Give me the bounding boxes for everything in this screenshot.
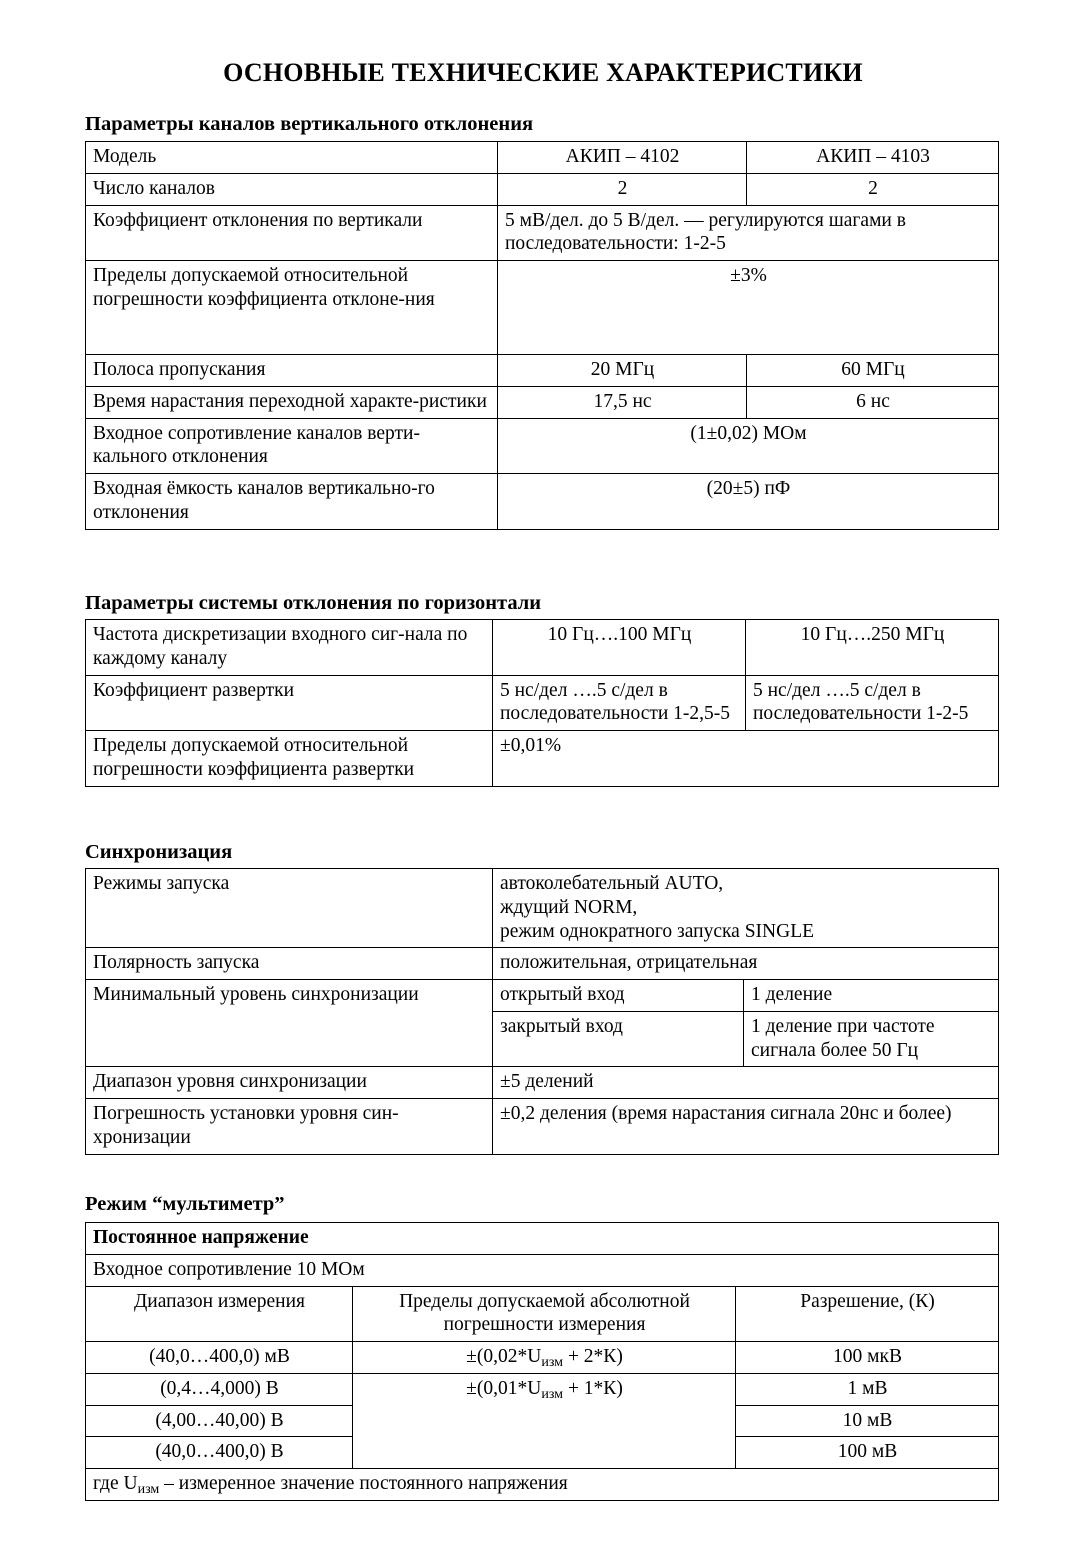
- cell-level-accuracy-label: Погрешность установки уровня син-хронизации: [86, 1099, 493, 1155]
- accuracy-rest-subscript: изм: [541, 1385, 564, 1402]
- cell-level-range-value: ±5 делений: [493, 1067, 999, 1099]
- column-header-accuracy: Пределы допускаемой абсолютной погрешности измерения: [353, 1286, 736, 1342]
- cell-range-3: (40,0…400,0) В: [86, 1437, 353, 1469]
- cell-multimeter-input-impedance: Входное сопротивление 10 МОм: [86, 1254, 999, 1286]
- table-row: [86, 948, 999, 980]
- cell-multimeter-footnote: [86, 1469, 999, 1501]
- cell-sweep-error-label: Пределы допускаемой относительной погрешности коэффициента развертки: [86, 731, 493, 787]
- table-row: [86, 1373, 999, 1405]
- accuracy-rest-suffix: + 1*К): [563, 1377, 623, 1399]
- cell-min-level-label: Минимальный уровень синхронизации: [86, 980, 493, 1067]
- table-row: [86, 1099, 999, 1155]
- cell-sampling-rate-label: Частота дискретизации входного сиг-нала по каждому каналу: [86, 620, 493, 676]
- cell-bandwidth-label: Полоса пропускания: [86, 355, 498, 387]
- column-header-resolution: Разрешение, (К): [736, 1286, 999, 1342]
- trigger-mode-auto: автоколебательный AUTO,: [500, 873, 724, 894]
- cell-deflection-coefficient-label: Коэффициент отклонения по вертикали: [86, 205, 498, 261]
- table-row: [86, 620, 999, 676]
- table-multimeter: [85, 1222, 999, 1501]
- table-row: [86, 1469, 999, 1501]
- cell-min-level-closed-input: закрытый вход: [493, 1011, 744, 1067]
- table-row: [86, 980, 999, 1012]
- cell-model-akip4103: АКИП – 4103: [747, 142, 999, 174]
- section-heading-horizontal: Параметры системы отклонения по горизонтали: [85, 592, 542, 614]
- cell-input-capacitance-value: (20±5) пФ: [498, 474, 999, 530]
- cell-channels-label: Число каналов: [86, 173, 498, 205]
- cell-trigger-polarity-value: положительная, отрицательная: [493, 948, 999, 980]
- table-row: [86, 386, 999, 418]
- table-row: [86, 261, 999, 355]
- section-heading-vertical: Параметры каналов вертикального отклонения: [85, 113, 534, 135]
- table-row: [86, 355, 999, 387]
- table-row: [86, 1254, 999, 1286]
- cell-sweep-error-value: ±0,01%: [493, 731, 999, 787]
- table-horizontal-parameters: [85, 619, 999, 787]
- cell-accuracy-rest: [353, 1373, 736, 1468]
- cell-level-accuracy-value: ±0,2 деления (время нарастания сигнала 20нс и более): [493, 1099, 999, 1155]
- cell-min-level-open-input-value: 1 деление: [744, 980, 999, 1012]
- table-row: [86, 205, 999, 261]
- page-title: ОСНОВНЫЕ ТЕХНИЧЕСКИЕ ХАРАКТЕРИСТИКИ: [223, 58, 863, 87]
- cell-range-0: (40,0…400,0) мВ: [86, 1342, 353, 1374]
- accuracy-first-prefix: ±(0,02*U: [466, 1346, 542, 1368]
- cell-level-range-label: Диапазон уровня синхронизации: [86, 1067, 493, 1099]
- cell-rise-time-akip4102: 17,5 нс: [498, 386, 747, 418]
- cell-range-1: (0,4…4,000) В: [86, 1373, 353, 1405]
- footnote-suffix: – измеренное значение постоянного напряжения: [159, 1473, 568, 1495]
- table-row: [86, 731, 999, 787]
- cell-resolution-0: 100 мкВ: [736, 1342, 999, 1374]
- section-heading-sync: Синхронизация: [85, 841, 233, 863]
- table-row: [86, 1067, 999, 1099]
- table-row: [86, 173, 999, 205]
- table-row: [86, 1342, 999, 1374]
- cell-sweep-coefficient-akip4102: 5 нс/дел ….5 с/дел в последовательности 1-2,5-5: [493, 675, 746, 731]
- cell-deflection-error-value: ±3%: [498, 261, 999, 355]
- accuracy-first-subscript: изм: [541, 1354, 564, 1371]
- table-synchronization: [85, 868, 999, 1155]
- cell-channels-akip4102: 2: [498, 173, 747, 205]
- section-heading-multimeter: Режим “мультиметр”: [85, 1193, 285, 1215]
- table-row: [86, 474, 999, 530]
- cell-bandwidth-akip4103: 60 МГц: [747, 355, 999, 387]
- table-row: [86, 1223, 999, 1255]
- cell-trigger-modes-label: Режимы запуска: [86, 869, 493, 948]
- cell-range-2: (4,00…40,00) В: [86, 1405, 353, 1437]
- cell-input-impedance-value: (1±0,02) МОм: [498, 418, 999, 474]
- table-row: [86, 142, 999, 174]
- footnote-subscript: изм: [137, 1481, 160, 1498]
- cell-trigger-modes-value: [493, 869, 999, 948]
- cell-sampling-rate-akip4103: 10 Гц….250 МГц: [746, 620, 999, 676]
- cell-multimeter-subtitle: Постоянное напряжение: [86, 1223, 999, 1255]
- cell-input-capacitance-label: Входная ёмкость каналов вертикально-го отклонения: [86, 474, 498, 530]
- table-row: [86, 1286, 999, 1342]
- accuracy-first-suffix: + 2*К): [563, 1346, 623, 1368]
- table-row: [86, 418, 999, 474]
- cell-min-level-open-input: открытый вход: [493, 980, 744, 1012]
- cell-resolution-1: 1 мВ: [736, 1373, 999, 1405]
- table-row: [86, 869, 999, 948]
- cell-input-impedance-label: Входное сопротивление каналов верти-кального отклонения: [86, 418, 498, 474]
- trigger-mode-norm: ждущий NORM,: [500, 896, 638, 918]
- table-row: [86, 675, 999, 731]
- cell-trigger-polarity-label: Полярность запуска: [86, 948, 493, 980]
- cell-min-level-closed-input-value: 1 деление при частоте сигнала более 50 Гц: [744, 1011, 999, 1067]
- cell-bandwidth-akip4102: 20 МГц: [498, 355, 747, 387]
- footnote-prefix: где U: [93, 1473, 138, 1495]
- cell-model-label: Модель: [86, 142, 498, 174]
- accuracy-rest-prefix: ±(0,01*U: [466, 1377, 542, 1399]
- cell-resolution-2: 10 мВ: [736, 1405, 999, 1437]
- cell-deflection-coefficient-value: 5 мВ/дел. до 5 В/дел. — регулируются шагами в последовательности: 1-2-5: [498, 205, 999, 261]
- cell-rise-time-akip4103: 6 нс: [747, 386, 999, 418]
- table-vertical-parameters: [85, 141, 999, 530]
- cell-resolution-3: 100 мВ: [736, 1437, 999, 1469]
- cell-deflection-error-label: Пределы допускаемой относительной погрешности коэффициента отклоне-ния: [86, 261, 498, 355]
- cell-accuracy-first: [353, 1342, 736, 1374]
- cell-sweep-coefficient-akip4103: 5 нс/дел ….5 с/дел в последовательности 1-2-5: [746, 675, 999, 731]
- trigger-mode-single: режим однократного запуска SINGLE: [500, 920, 815, 942]
- cell-channels-akip4103: 2: [747, 173, 999, 205]
- cell-sweep-coefficient-label: Коэффициент развертки: [86, 675, 493, 731]
- cell-rise-time-label: Время нарастания переходной характе-ристики: [86, 386, 498, 418]
- cell-sampling-rate-akip4102: 10 Гц….100 МГц: [493, 620, 746, 676]
- cell-model-akip4102: АКИП – 4102: [498, 142, 747, 174]
- column-header-range: Диапазон измерения: [86, 1286, 353, 1342]
